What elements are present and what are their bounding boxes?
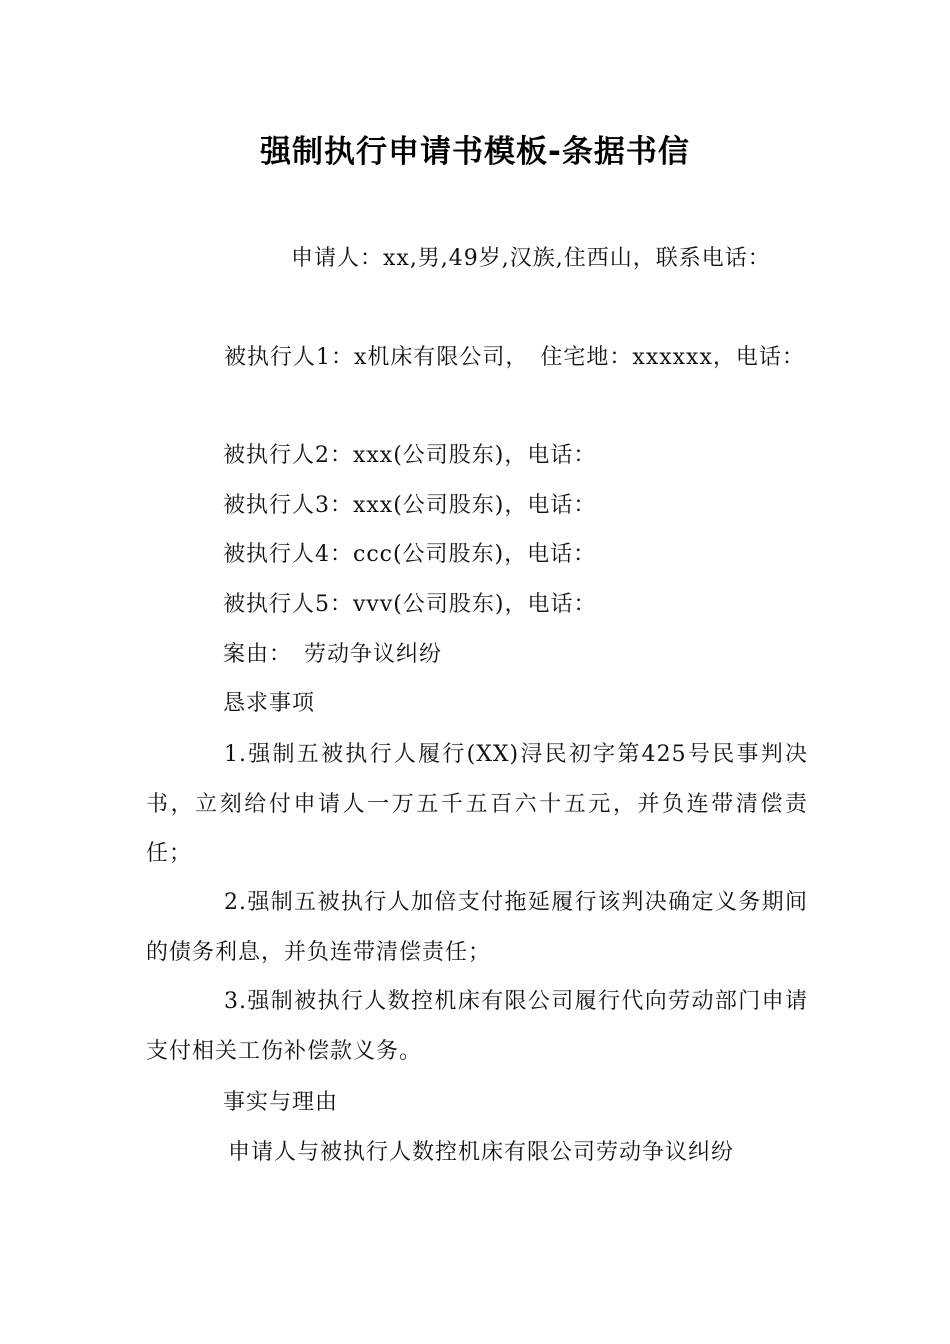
respondent-2: 被执行人2：xxx(公司股东)，电话：: [223, 443, 597, 468]
facts-paragraph: 申请人与被执行人数控机床有限公司劳动争议纠纷: [228, 1140, 735, 1165]
respondent-5: 被执行人5：vvv(公司股东)，电话：: [223, 592, 597, 617]
claims-heading: 恳求事项: [223, 691, 316, 716]
respondent-1: 被执行人1：x机床有限公司， 住宅地：xxxxxx，电话：: [224, 345, 805, 370]
respondent-4: 被执行人4：ccc(公司股东)，电话：: [223, 542, 597, 567]
facts-heading: 事实与理由: [223, 1090, 339, 1115]
case-cause: 案由： 劳动争议纠纷: [223, 642, 443, 667]
applicant-line: 申请人：xx,男,49岁,汉族,住西山，联系电话：: [291, 246, 771, 271]
document-title: 强制执行申请书模板-条据书信: [260, 134, 690, 170]
respondent-3: 被执行人3：xxx(公司股东)，电话：: [223, 493, 597, 518]
claim-item-2: 2.强制五被执行人加倍支付拖延履行该判决确定义务期间的债务利息，并负连带清偿责任；: [146, 890, 808, 965]
claim-item-1: 1.强制五被执行人履行(XX)浔民初字第425号民事判决书，立刻给付申请人一万五千五百六十五元，并负连带清偿责任；: [146, 742, 808, 866]
claim-item-3: 3.强制被执行人数控机床有限公司履行代向劳动部门申请支付相关工伤补偿款义务。: [146, 989, 808, 1064]
